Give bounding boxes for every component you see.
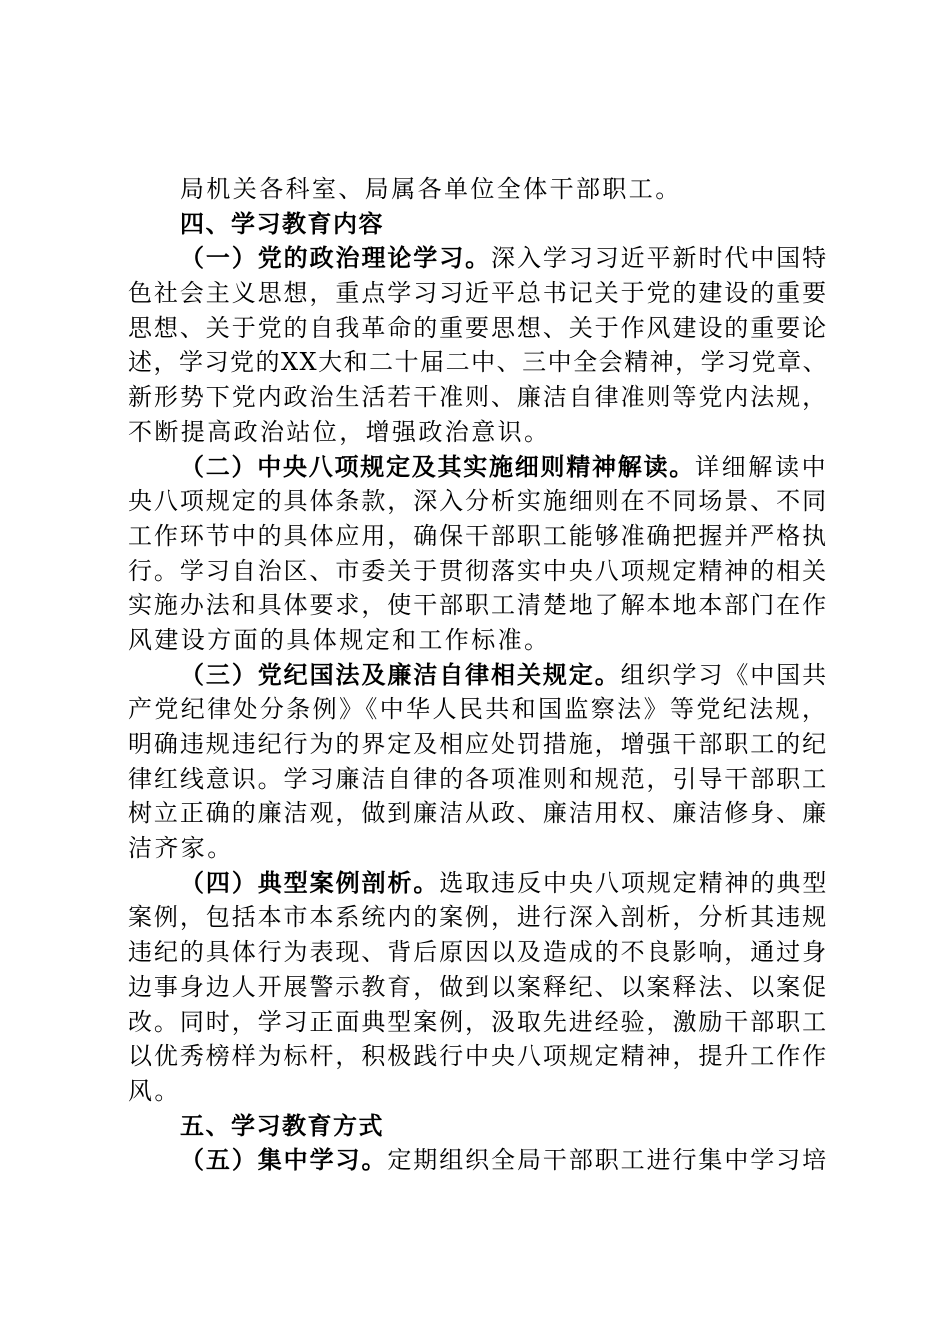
line-text: 局机关各科室、局属各单位全体干部职工。: [180, 175, 682, 203]
line-text: 明确违规违纪行为的界定及相应处罚措施，增强干部职工的纪: [128, 730, 828, 758]
line-text: 不断提高政治站位，增强政治意识。: [128, 417, 551, 446]
line-text: 以优秀榜样为标杆，积极践行中央八项规定精神，提升工作作: [128, 1042, 828, 1071]
body-line: [128, 1005, 828, 1040]
line-text: 实施办法和具体要求，使干部职工清楚地了解本地本部门在作: [128, 591, 828, 620]
paragraph-start-2: [128, 450, 828, 485]
line-text: 选取违反中央八项规定精神的典型: [439, 868, 828, 897]
line-text: 律红线意识。学习廉洁自律的各项准则和规范，引导干部职工: [128, 764, 828, 793]
paragraph-start-5: [128, 1143, 828, 1178]
line-text: 风。: [128, 1076, 181, 1105]
line-text: 行。学习自治区、市委关于贯彻落实中央八项规定精神的相关: [128, 556, 828, 585]
line-text: 组织学习《中国共: [620, 660, 828, 689]
paragraph-lead: （三）党纪国法及廉洁自律相关规定。: [180, 660, 621, 689]
body-line: [128, 345, 828, 380]
line-text: 洁齐家。: [128, 834, 234, 863]
body-line: [128, 900, 828, 935]
line-text: 述，学习党的XX大和二十届二中、三中全会精神，学习党章、: [128, 348, 828, 377]
body-line: [128, 623, 828, 658]
line-text: 深入学习习近平新时代中国特: [491, 244, 828, 273]
paragraph-lead: （五）集中学习。: [180, 1146, 388, 1175]
body-line: [128, 380, 828, 415]
body-line: [128, 588, 828, 623]
line-text: 风建设方面的具体规定和工作标准。: [128, 625, 551, 654]
body-line: [128, 172, 828, 207]
body-line: [128, 762, 828, 797]
body-line: [128, 831, 828, 866]
paragraph-start-4: [128, 866, 828, 901]
body-line: [128, 554, 828, 589]
heading-text: 五、学习教育方式: [180, 1111, 384, 1140]
line-text: 定期组织全局干部职工进行集中学习培: [387, 1146, 828, 1175]
document-body: [128, 172, 828, 1178]
line-text: 工作环节中的具体应用，确保干部职工能够准确把握并严格执: [128, 521, 828, 550]
line-text: 树立正确的廉洁观，做到廉洁从政、廉洁用权、廉洁修身、廉: [128, 799, 828, 828]
body-line: [128, 1039, 828, 1074]
line-text: 案例，包括本市本系统内的案例，进行深入剖析，分析其违规: [128, 903, 828, 932]
body-line: [128, 415, 828, 450]
paragraph-start-3: [128, 658, 828, 693]
paragraph-start-1: [128, 241, 828, 276]
paragraph-lead: （一）党的政治理论学习。: [180, 244, 492, 273]
section-heading-4: [128, 207, 828, 242]
body-line: [128, 796, 828, 831]
line-text: 产党纪律处分条例》《中华人民共和国监察法》等党纪法规，: [128, 695, 828, 724]
body-line: [128, 484, 828, 519]
line-text: 色社会主义思想，重点学习习近平总书记关于党的建设的重要: [128, 279, 828, 308]
body-line: [128, 519, 828, 554]
body-line: [128, 970, 828, 1005]
body-line: [128, 311, 828, 346]
body-line: [128, 692, 828, 727]
line-text: 改。同时，学习正面典型案例，汲取先进经验，激励干部职工: [128, 1007, 828, 1036]
line-text: 详细解读中: [695, 452, 828, 481]
paragraph-lead: （四）典型案例剖析。: [180, 868, 440, 897]
line-text: 央八项规定的具体条款，深入分析实施细则在不同场景、不同: [128, 487, 828, 516]
section-heading-5: [128, 1109, 828, 1144]
body-line: [128, 276, 828, 311]
line-text: 边事身边人开展警示教育，做到以案释纪、以案释法、以案促: [128, 972, 828, 1001]
body-line: [128, 727, 828, 762]
line-text: 新形势下党内政治生活若干准则、廉洁自律准则等党内法规，: [128, 383, 828, 412]
body-line: [128, 1074, 828, 1109]
heading-text: 四、学习教育内容: [180, 209, 384, 238]
line-text: 思想、关于党的自我革命的重要思想、关于作风建设的重要论: [128, 313, 828, 342]
paragraph-lead: （二）中央八项规定及其实施细则精神解读。: [180, 452, 695, 481]
body-line: [128, 935, 828, 970]
line-text: 违纪的具体行为表现、背后原因以及造成的不良影响，通过身: [128, 938, 828, 967]
